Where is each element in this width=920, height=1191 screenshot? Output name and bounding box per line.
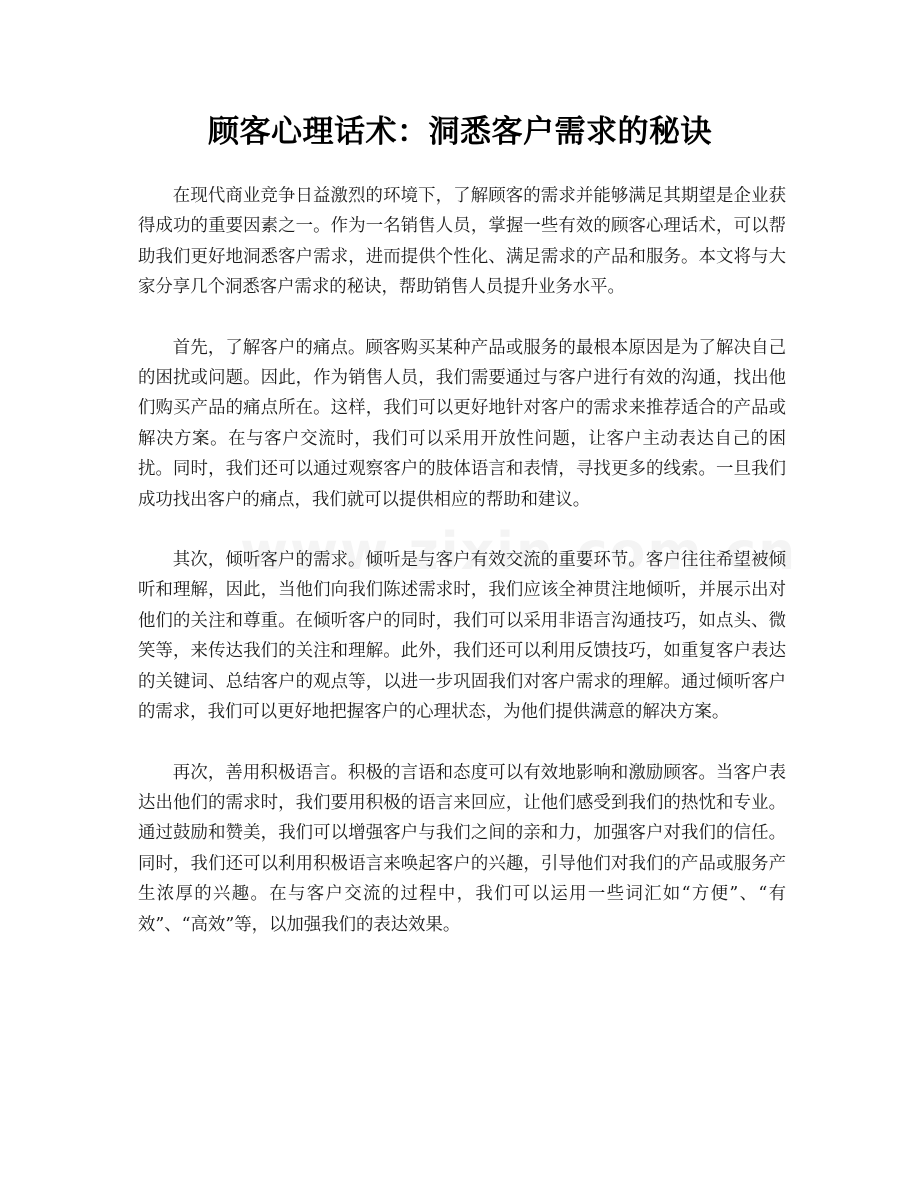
paragraph-pain-points: 首先，了解客户的痛点。顾客购买某种产品或服务的最根本原因是为了解决自己的困扰或问题。因此，作为销售人员，我们需要通过与客户进行有效的沟通，找出他们购买产品的痛点所在。这样，我们可以更好地针对客户的需求来推荐适合的产品或解决方案。在与客户交流时，我们可以采用开放性问题，让客户主动表达自己的困扰。同时，我们还可以通过观察客户的肢体语言和表情，寻找更多的线索。一旦我们成功找出客户的痛点，我们就可以提供相应的帮助和建议。 [138,337,786,510]
paragraph-listening: 其次，倾听客户的需求。倾听是与客户有效交流的重要环节。客户往往希望被倾听和理解，因此，当他们向我们陈述需求时，我们应该全神贯注地倾听，并展示出对他们的关注和尊重。在倾听客户的同时，我们可以采用非语言沟通技巧，如点头、微笑等，来传达我们的关注和理解。此外，我们还可以利用反馈技巧，如重复客户表达的关键词、总结客户的观点等，以进一步巩固我们对客户需求的理解。通过倾听客户的需求，我们可以更好地把握客户的心理状态，为他们提供满意的解决方案。 [138,550,786,723]
document-title: 顾客心理话术：洞悉客户需求的秘诀 [208,114,712,150]
document-body [138,181,786,970]
paragraph-intro: 在现代商业竞争日益激烈的环境下，了解顾客的需求并能够满足其期望是企业获得成功的重要因素之一。作为一名销售人员，掌握一些有效的顾客心理话术，可以帮助我们更好地洞悉客户需求，进而提供个性化、满足需求的产品和服务。本文将与大家分享几个洞悉客户需求的秘诀，帮助销售人员提升业务水平。 [138,186,786,298]
paragraph-positive-language: 再次，善用积极语言。积极的言语和态度可以有效地影响和激励顾客。当客户表达出他们的需求时，我们要用积极的语言来回应，让他们感受到我们的热忱和专业。通过鼓励和赞美，我们可以增强客户与我们之间的亲和力，加强客户对我们的信任。同时，我们还可以利用积极语言来唤起客户的兴趣，引导他们对我们的产品或服务产生浓厚的兴趣。在与客户交流的过程中，我们可以运用一些词汇如“方便”、“有效”、“高效”等，以加强我们的表达效果。 [138,762,786,935]
